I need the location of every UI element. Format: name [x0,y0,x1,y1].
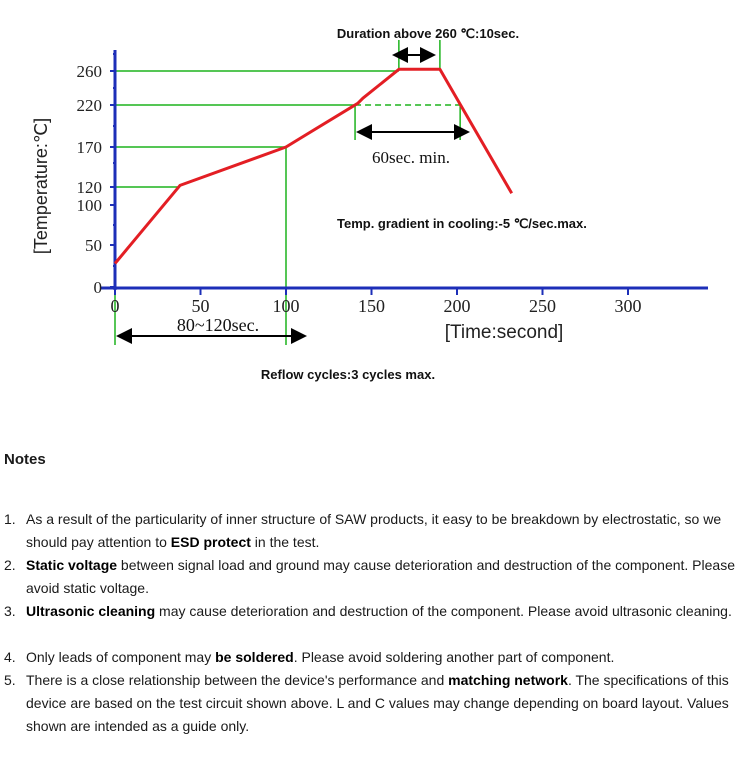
y-tick-label: 120 [76,178,102,197]
x-tick-label: 100 [272,296,300,316]
cooling-annotation: Temp. gradient in cooling:-5 ℃/sec.max. [337,216,587,231]
x-tick-label: 50 [191,296,210,316]
y-tick-label: 0 [93,278,102,297]
y-tick-label: 220 [76,96,102,115]
notes-title: Notes [4,451,46,468]
reflow-annotation: Reflow cycles:3 cycles max. [260,367,436,382]
note-number: 1. [4,511,16,527]
note-text: There is a close relationship between the device's performance and matching network. The specifications of this device are based on the test circuit shown above. L and C values may change depending on board layout. Values shown are intended as a guide only. [26,672,729,734]
y-tick-label: 100 [76,196,102,215]
min-time-annotation: 60sec. min. [372,148,450,167]
y-tick-label: 50 [85,236,102,255]
x-tick-label: 300 [614,296,642,316]
note-text: Only leads of component may be soldered. Please avoid soldering another part of component. [26,649,615,665]
y-tick-label: 260 [76,62,102,81]
y-axis-label: [Temperature:℃] [31,117,51,255]
x-tick-label: 0 [110,296,120,316]
note-number: 4. [4,649,16,665]
note-number: 5. [4,672,16,688]
note-number: 3. [4,603,16,619]
y-tick-label: 170 [76,138,102,157]
x-tick-label: 150 [358,296,385,316]
note-text: Ultrasonic cleaning may cause deterioration and destruction of the component. Please avoid ultrasonic cleaning. [26,603,732,619]
duration-annotation: Duration above 260 ℃:10sec. [336,26,520,41]
x-tick-label: 200 [443,296,471,316]
note-number: 2. [4,557,16,573]
temperature-profile-line [115,69,512,263]
preheat-annotation: 80~120sec. [176,315,260,335]
x-axis-label: [Time:second] [444,322,564,343]
note-text: Static voltage between signal load and ground may cause deterioration and destruction of the component. Please avoid static voltage. [26,557,735,596]
x-tick-label: 250 [529,296,556,316]
note-text: As a result of the particularity of inner structure of SAW products, it easy to be breakdown by electrostatic, so we should pay attention to ESD protect in the test. [26,511,722,550]
notes-section [0,440,750,734]
